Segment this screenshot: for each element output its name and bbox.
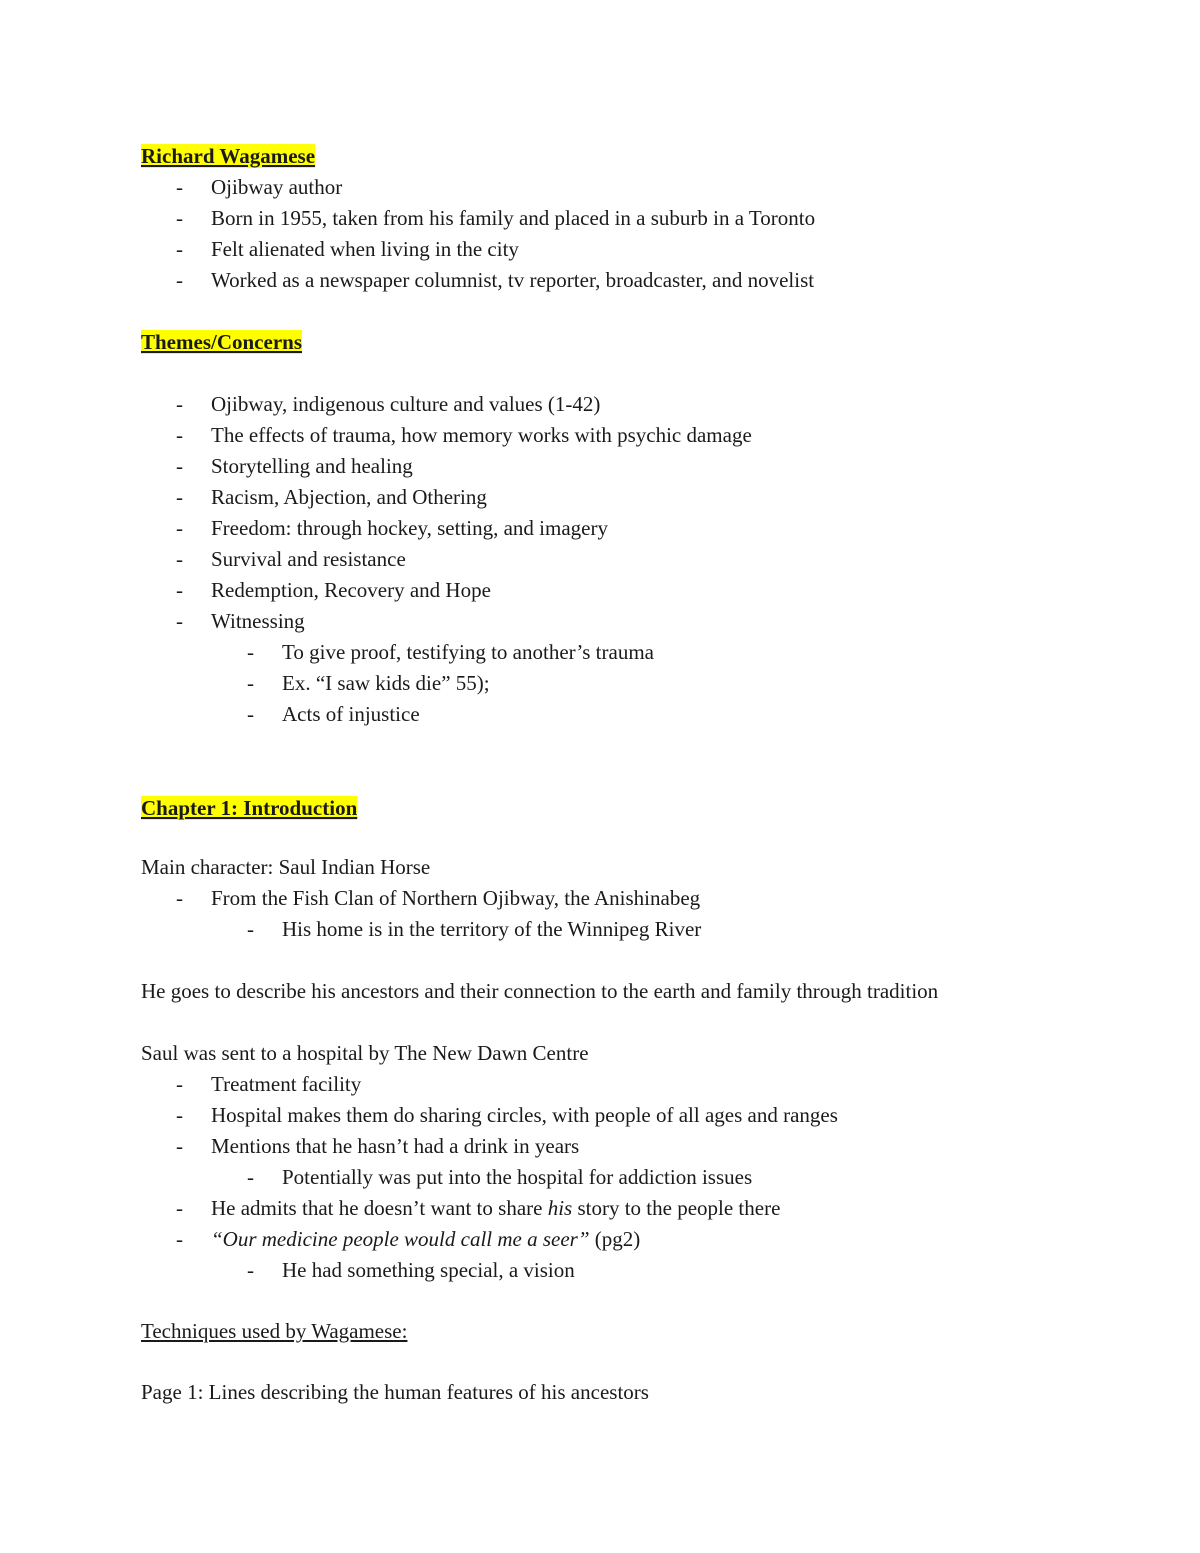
hospital-line: Saul was sent to a hospital by The New Dawn Centre xyxy=(141,1041,589,1065)
author-heading: Richard Wagamese xyxy=(141,144,316,168)
page1-line: Page 1: Lines describing the human features of his ancestors xyxy=(141,1380,649,1404)
ancestors-line: He goes to describe his ancestors and their connection to the earth and family through tradition xyxy=(141,979,939,1003)
themes-heading: Themes/Concerns xyxy=(141,330,302,354)
document-page: Richard Wagamese - Ojibway author - Born in 1955, taken from his family and placed in a suburb in a Toronto - Felt alienated when living in the city - Worked as a newspaper columnist, tv reporter, broadcaster, and novelist Themes/Concerns - Ojibway, indigenous culture and values (1-42) - The effects of trauma, how memory works with psychic damage - Storytelling and healing - Racism, Abjection, and Othering - Freedom: through hockey, setting, and imagery - Survival and resistance - Redemption, Recovery and Hope - Witnessing - To give proof, testifying to another’s trauma - Ex. “I saw kids die” 55); - Acts of injustice Chapter 1: Introduction Main character: Saul Indian Horse - From the Fish Clan of Northern Ojibway, the Anishinabeg - His home is in the territory of the Winnipeg River He goes to describe his ancestors and their connection to the earth and family through tradition Saul was sent to a hospital by The New Dawn Centre - Treatment facility - Hospital makes them do sharing circles, with people of all ages and ranges - Mentions that he hasn’t had a drink in years - Potentially was put into the hospital for addiction issues - He admits that he doesn’t want to share his story to the people there - “Our medicine people would call me a seer” (pg2) - He had something special, a vision Techniques used by Wagamese: Page 1: Lines describing the human features of his ancestors xyxy=(141,144,939,1404)
techniques-heading: Techniques used by Wagamese: xyxy=(141,1319,408,1343)
chapter-heading: Chapter 1: Introduction xyxy=(141,796,358,820)
main-character-line: Main character: Saul Indian Horse xyxy=(141,855,431,879)
